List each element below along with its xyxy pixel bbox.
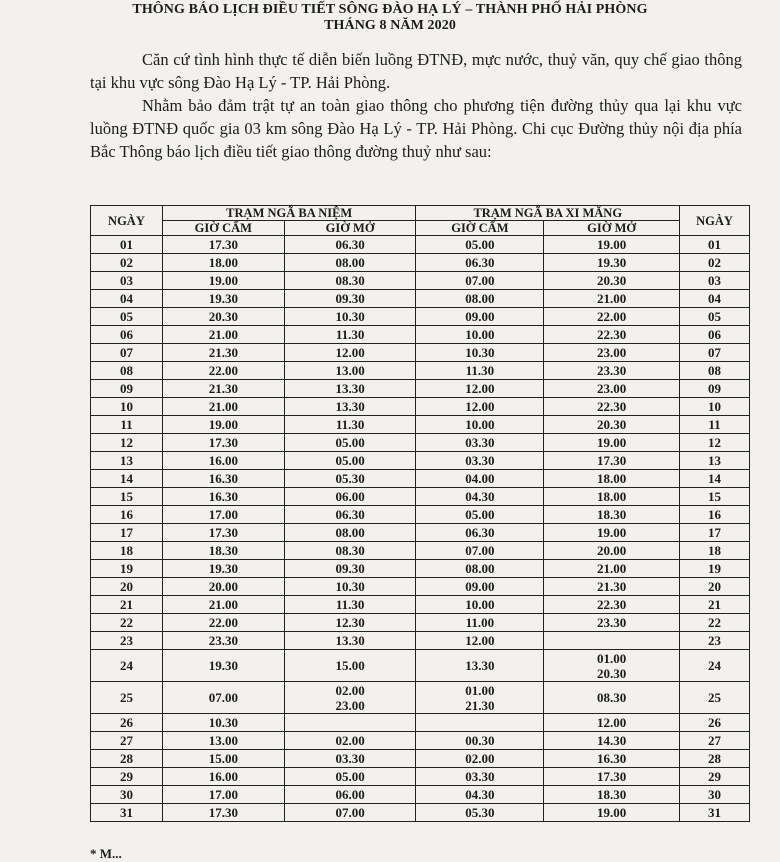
ximang-open-cell: 21.00 [544, 290, 680, 308]
niem-open-cell: 08.00 [284, 254, 416, 272]
niem-closed-cell: 16.00 [162, 452, 284, 470]
ximang-closed-cell [416, 714, 544, 732]
niem-open-cell: 11.30 [284, 416, 416, 434]
paragraph-basis-text: Căn cứ tình hình thực tế diễn biến luồng ĐTNĐ, mực nước, thuỷ văn, quy chế giao thông tại khu vực sông Đào Hạ Lý - TP. Hải Phòng. [90, 50, 742, 92]
ximang-closed-cell: 05.00 [416, 236, 544, 254]
day-cell-right: 14 [680, 470, 750, 488]
day-cell-right: 03 [680, 272, 750, 290]
table-row [91, 650, 750, 682]
day-cell: 16 [91, 506, 163, 524]
ximang-closed-cell: 05.30 [416, 804, 544, 822]
ximang-closed-cell: 04.30 [416, 488, 544, 506]
table-row [91, 236, 750, 254]
ximang-open-cell: 19.00 [544, 524, 680, 542]
header-closed-2: GIỜ CẤM [416, 221, 544, 236]
ximang-closed-cell: 03.30 [416, 452, 544, 470]
table-row [91, 560, 750, 578]
day-cell: 17 [91, 524, 163, 542]
day-cell: 07 [91, 344, 163, 362]
day-cell: 06 [91, 326, 163, 344]
ximang-closed-cell: 04.00 [416, 470, 544, 488]
ximang-closed-cell: 03.30 [416, 768, 544, 786]
ximang-open-cell: 12.00 [544, 714, 680, 732]
table-row [91, 786, 750, 804]
ximang-open-cell: 17.30 [544, 452, 680, 470]
ximang-closed-cell: 12.00 [416, 398, 544, 416]
niem-closed-cell: 17.00 [162, 786, 284, 804]
schedule-table [90, 205, 750, 822]
ximang-closed-cell: 11.30 [416, 362, 544, 380]
niem-open-cell: 06.30 [284, 236, 416, 254]
day-cell: 24 [91, 650, 163, 682]
ximang-closed-cell: 00.30 [416, 732, 544, 750]
document-title [0, 0, 780, 34]
ximang-open-cell: 14.30 [544, 732, 680, 750]
niem-closed-cell: 17.30 [162, 236, 284, 254]
ximang-closed-cell: 03.30 [416, 434, 544, 452]
table-row [91, 614, 750, 632]
table-row [91, 416, 750, 434]
header-station-ximang: TRẠM NGÃ BA XI MĂNG [416, 206, 680, 221]
day-cell: 04 [91, 290, 163, 308]
footnote: * M... [90, 846, 122, 861]
table-row [91, 804, 750, 822]
table-row [91, 768, 750, 786]
niem-closed-cell: 21.30 [162, 380, 284, 398]
niem-closed-cell: 19.00 [162, 416, 284, 434]
day-cell: 28 [91, 750, 163, 768]
day-cell-right: 16 [680, 506, 750, 524]
ximang-open-cell: 19.00 [544, 236, 680, 254]
ximang-closed-cell: 06.30 [416, 254, 544, 272]
table-row [91, 596, 750, 614]
ximang-open-cell: 19.30 [544, 254, 680, 272]
day-cell-right: 11 [680, 416, 750, 434]
day-cell: 18 [91, 542, 163, 560]
table-row [91, 682, 750, 714]
day-cell-right: 08 [680, 362, 750, 380]
niem-closed-cell: 20.30 [162, 308, 284, 326]
day-cell-right: 29 [680, 768, 750, 786]
table-row [91, 632, 750, 650]
ximang-open-cell: 19.00 [544, 434, 680, 452]
niem-open-cell: 05.30 [284, 470, 416, 488]
day-cell-right: 12 [680, 434, 750, 452]
day-cell-right: 22 [680, 614, 750, 632]
ximang-open-cell: 23.30 [544, 362, 680, 380]
niem-closed-cell: 19.30 [162, 560, 284, 578]
niem-open-cell: 05.00 [284, 768, 416, 786]
table-row [91, 308, 750, 326]
niem-closed-cell: 15.00 [162, 750, 284, 768]
table-row [91, 578, 750, 596]
table-row [91, 542, 750, 560]
day-cell: 25 [91, 682, 163, 714]
ximang-closed-cell: 13.30 [416, 650, 544, 682]
niem-open-cell: 03.30 [284, 750, 416, 768]
niem-closed-cell: 20.00 [162, 578, 284, 596]
ximang-open-cell [544, 632, 680, 650]
day-cell-right: 19 [680, 560, 750, 578]
niem-open-cell [284, 682, 416, 714]
niem-closed-cell: 17.30 [162, 434, 284, 452]
day-cell: 30 [91, 786, 163, 804]
day-cell-right: 18 [680, 542, 750, 560]
niem-open-cell: 13.30 [284, 380, 416, 398]
day-cell-right: 02 [680, 254, 750, 272]
ximang-open-cell: 22.30 [544, 596, 680, 614]
table-row [91, 506, 750, 524]
paragraph-purpose [90, 94, 742, 163]
niem-closed-cell: 23.30 [162, 632, 284, 650]
ximang-open-cell: 20.30 [544, 416, 680, 434]
day-cell: 22 [91, 614, 163, 632]
day-cell-right: 24 [680, 650, 750, 682]
title-line-1: THÔNG BÁO LỊCH ĐIỀU TIẾT SÔNG ĐÀO HẠ LÝ – THÀNH PHỐ HẢI PHÒNG [132, 2, 648, 17]
day-cell-right: 30 [680, 786, 750, 804]
paragraph-basis [90, 48, 742, 94]
table-row [91, 362, 750, 380]
day-cell-right: 01 [680, 236, 750, 254]
day-cell-right: 25 [680, 682, 750, 714]
niem-open-cell: 12.30 [284, 614, 416, 632]
ximang-open-cell: 22.30 [544, 398, 680, 416]
table-row [91, 380, 750, 398]
niem-closed-cell: 17.00 [162, 506, 284, 524]
ximang-closed-cell: 12.00 [416, 632, 544, 650]
ximang-closed-cell [416, 682, 544, 714]
niem-open-cell: 09.30 [284, 560, 416, 578]
day-cell-right: 27 [680, 732, 750, 750]
header-day-left: NGÀY [91, 206, 163, 236]
ximang-closed-cell: 05.00 [416, 506, 544, 524]
niem-open-cell: 07.00 [284, 804, 416, 822]
niem-closed-cell: 22.00 [162, 614, 284, 632]
niem-open-cell: 08.00 [284, 524, 416, 542]
day-cell: 01 [91, 236, 163, 254]
table-row [91, 272, 750, 290]
ximang-open-cell: 18.00 [544, 488, 680, 506]
ximang-closed-cell: 10.00 [416, 416, 544, 434]
ximang-closed-cell: 09.00 [416, 308, 544, 326]
table-row [91, 750, 750, 768]
niem-open-cell-line-2: 23.00 [335, 697, 365, 713]
ximang-closed-cell: 06.30 [416, 524, 544, 542]
ximang-closed-cell: 07.00 [416, 542, 544, 560]
ximang-closed-cell: 11.00 [416, 614, 544, 632]
table-row [91, 732, 750, 750]
niem-closed-cell: 19.30 [162, 650, 284, 682]
table-row [91, 326, 750, 344]
niem-open-cell: 09.30 [284, 290, 416, 308]
ximang-open-cell-line-1: 01.00 [597, 650, 627, 666]
ximang-open-cell: 16.30 [544, 750, 680, 768]
ximang-open-cell: 17.30 [544, 768, 680, 786]
header-closed-1: GIỜ CẤM [162, 221, 284, 236]
day-cell: 03 [91, 272, 163, 290]
table-row [91, 290, 750, 308]
table-row [91, 714, 750, 732]
niem-closed-cell: 16.00 [162, 768, 284, 786]
niem-closed-cell: 19.00 [162, 272, 284, 290]
niem-open-cell: 08.30 [284, 542, 416, 560]
niem-open-cell: 08.30 [284, 272, 416, 290]
ximang-closed-cell: 10.00 [416, 596, 544, 614]
day-cell-right: 06 [680, 326, 750, 344]
niem-open-cell: 10.30 [284, 308, 416, 326]
niem-open-cell-line-1: 02.00 [335, 682, 365, 698]
table-row [91, 434, 750, 452]
day-cell: 10 [91, 398, 163, 416]
ximang-open-cell-line-2: 20.30 [597, 665, 627, 681]
ximang-open-cell: 21.30 [544, 578, 680, 596]
day-cell-right: 10 [680, 398, 750, 416]
table-row [91, 254, 750, 272]
niem-closed-cell: 22.00 [162, 362, 284, 380]
niem-closed-cell: 13.00 [162, 732, 284, 750]
day-cell-right: 13 [680, 452, 750, 470]
niem-open-cell: 13.30 [284, 398, 416, 416]
header-station-niem: TRẠM NGÃ BA NIỆM [162, 206, 416, 221]
ximang-closed-cell: 12.00 [416, 380, 544, 398]
day-cell: 21 [91, 596, 163, 614]
niem-open-cell: 10.30 [284, 578, 416, 596]
day-cell: 02 [91, 254, 163, 272]
niem-closed-cell: 18.00 [162, 254, 284, 272]
niem-open-cell: 02.00 [284, 732, 416, 750]
day-cell: 15 [91, 488, 163, 506]
day-cell-right: 07 [680, 344, 750, 362]
ximang-open-cell: 23.00 [544, 344, 680, 362]
ximang-closed-cell: 04.30 [416, 786, 544, 804]
ximang-open-cell: 22.30 [544, 326, 680, 344]
ximang-closed-cell: 09.00 [416, 578, 544, 596]
day-cell: 29 [91, 768, 163, 786]
header-open-2: GIỜ MỞ [544, 221, 680, 236]
ximang-closed-cell: 07.00 [416, 272, 544, 290]
day-cell-right: 31 [680, 804, 750, 822]
niem-open-cell: 05.00 [284, 434, 416, 452]
table-row [91, 398, 750, 416]
niem-open-cell: 13.00 [284, 362, 416, 380]
niem-closed-cell: 10.30 [162, 714, 284, 732]
ximang-open-cell: 21.00 [544, 560, 680, 578]
day-cell-right: 23 [680, 632, 750, 650]
day-cell: 31 [91, 804, 163, 822]
day-cell-right: 17 [680, 524, 750, 542]
day-cell: 13 [91, 452, 163, 470]
niem-closed-cell: 18.30 [162, 542, 284, 560]
day-cell-right: 09 [680, 380, 750, 398]
table-row [91, 470, 750, 488]
day-cell: 14 [91, 470, 163, 488]
header-open-1: GIỜ MỞ [284, 221, 416, 236]
day-cell: 27 [91, 732, 163, 750]
ximang-closed-cell-line-1: 01.00 [465, 682, 495, 698]
day-cell: 19 [91, 560, 163, 578]
table-row [91, 524, 750, 542]
niem-closed-cell: 21.00 [162, 398, 284, 416]
ximang-closed-cell: 08.00 [416, 560, 544, 578]
day-cell-right: 04 [680, 290, 750, 308]
day-cell-right: 20 [680, 578, 750, 596]
day-cell-right: 05 [680, 308, 750, 326]
ximang-open-cell: 23.00 [544, 380, 680, 398]
day-cell: 26 [91, 714, 163, 732]
ximang-open-cell: 20.00 [544, 542, 680, 560]
niem-open-cell: 15.00 [284, 650, 416, 682]
niem-open-cell: 12.00 [284, 344, 416, 362]
ximang-closed-cell: 10.00 [416, 326, 544, 344]
niem-open-cell: 05.00 [284, 452, 416, 470]
day-cell: 12 [91, 434, 163, 452]
ximang-closed-cell: 02.00 [416, 750, 544, 768]
ximang-open-cell [544, 650, 680, 682]
ximang-open-cell: 23.30 [544, 614, 680, 632]
day-cell-right: 28 [680, 750, 750, 768]
ximang-open-cell: 08.30 [544, 682, 680, 714]
niem-closed-cell: 19.30 [162, 290, 284, 308]
day-cell: 11 [91, 416, 163, 434]
niem-closed-cell: 21.00 [162, 326, 284, 344]
ximang-open-cell: 18.30 [544, 506, 680, 524]
ximang-open-cell: 18.00 [544, 470, 680, 488]
ximang-open-cell: 19.00 [544, 804, 680, 822]
ximang-open-cell: 22.00 [544, 308, 680, 326]
table-row [91, 488, 750, 506]
niem-closed-cell: 07.00 [162, 682, 284, 714]
niem-open-cell: 06.30 [284, 506, 416, 524]
day-cell: 08 [91, 362, 163, 380]
niem-open-cell: 06.00 [284, 488, 416, 506]
niem-open-cell [284, 714, 416, 732]
paragraph-purpose-text: Nhằm bảo đảm trật tự an toàn giao thông cho phương tiện đường thủy qua lại khu vực luồng ĐTNĐ quốc gia 03 km sông Đào Hạ Lý - TP. Hải Phòng. Chi cục Đường thủy nội địa phía Bắc Thông báo lịch điều tiết giao thông đường thuỷ như sau: [90, 96, 742, 161]
title-line-2: THÁNG 8 NĂM 2020 [324, 18, 456, 33]
day-cell-right: 15 [680, 488, 750, 506]
niem-closed-cell: 21.30 [162, 344, 284, 362]
niem-open-cell: 11.30 [284, 596, 416, 614]
day-cell: 23 [91, 632, 163, 650]
ximang-closed-cell: 10.30 [416, 344, 544, 362]
day-cell-right: 21 [680, 596, 750, 614]
ximang-closed-cell: 08.00 [416, 290, 544, 308]
table-row [91, 452, 750, 470]
niem-open-cell: 13.30 [284, 632, 416, 650]
day-cell: 05 [91, 308, 163, 326]
niem-closed-cell: 16.30 [162, 470, 284, 488]
ximang-closed-cell-line-2: 21.30 [465, 697, 495, 713]
niem-closed-cell: 17.30 [162, 804, 284, 822]
niem-closed-cell: 17.30 [162, 524, 284, 542]
table-row [91, 344, 750, 362]
ximang-open-cell: 18.30 [544, 786, 680, 804]
header-day-right: NGÀY [680, 206, 750, 236]
day-cell: 20 [91, 578, 163, 596]
niem-open-cell: 06.00 [284, 786, 416, 804]
niem-closed-cell: 16.30 [162, 488, 284, 506]
niem-open-cell: 11.30 [284, 326, 416, 344]
schedule-body [91, 236, 750, 822]
ximang-open-cell: 20.30 [544, 272, 680, 290]
day-cell: 09 [91, 380, 163, 398]
day-cell-right: 26 [680, 714, 750, 732]
niem-closed-cell: 21.00 [162, 596, 284, 614]
